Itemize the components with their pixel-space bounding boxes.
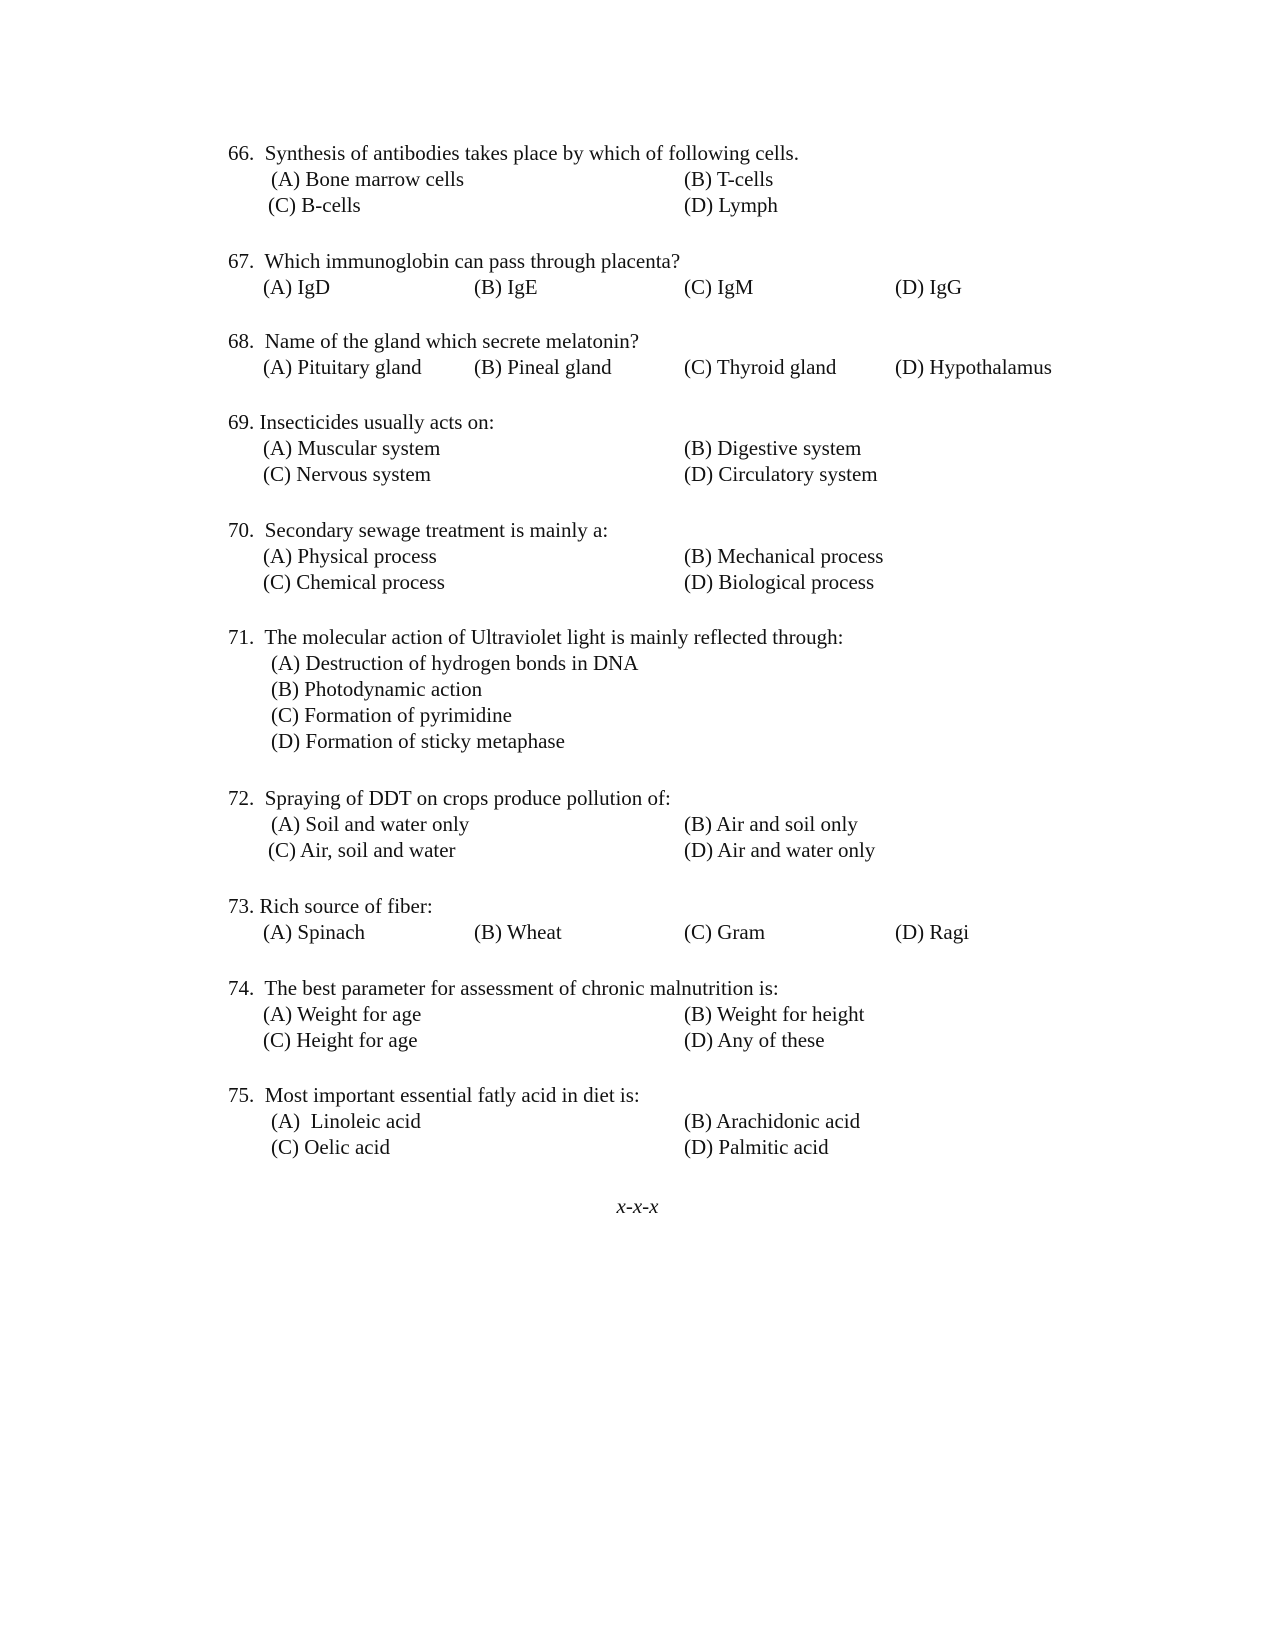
option-d: (D) Formation of sticky metaphase	[271, 729, 565, 753]
question-stem: 74. The best parameter for assessment of chronic malnutrition is:	[228, 976, 779, 1000]
option-c: (C) Oelic acid	[271, 1135, 390, 1159]
question-stem: 71. The molecular action of Ultraviolet light is mainly reflected through:	[228, 625, 844, 649]
option-d: (D) Lymph	[684, 193, 778, 217]
question-stem: 68. Name of the gland which secrete melatonin?	[228, 329, 640, 353]
question-stem: 70. Secondary sewage treatment is mainly a:	[228, 518, 609, 542]
option-a: (A) Linoleic acid	[271, 1109, 421, 1133]
option-a: (A) Soil and water only	[271, 812, 470, 836]
option-b: (B) Arachidonic acid	[684, 1109, 861, 1133]
option-a: (A) Weight for age	[263, 1002, 422, 1026]
option-a: (A) Bone marrow cells	[271, 167, 465, 191]
option-c: (C) Nervous system	[263, 462, 431, 486]
option-c: (C) Height for age	[263, 1028, 418, 1052]
option-d: (D) Hypothalamus	[895, 355, 1052, 379]
option-a: (A) Spinach	[263, 920, 366, 944]
end-marker: x-x-x	[616, 1194, 659, 1218]
option-a: (A) IgD	[263, 275, 331, 299]
option-b: (B) Digestive system	[684, 436, 862, 460]
question-stem: 73. Rich source of fiber:	[228, 894, 433, 918]
option-d: (D) IgG	[895, 275, 963, 299]
option-d: (D) Biological process	[684, 570, 875, 594]
option-b: (B) Pineal gland	[474, 355, 612, 379]
option-d: (D) Any of these	[684, 1028, 825, 1052]
option-d: (D) Air and water only	[684, 838, 876, 862]
option-b: (B) Photodynamic action	[271, 677, 483, 701]
option-c: (C) Air, soil and water	[268, 838, 456, 862]
option-b: (B) IgE	[474, 275, 538, 299]
option-c: (C) Gram	[684, 920, 766, 944]
option-a: (A) Physical process	[263, 544, 437, 568]
option-d: (D) Circulatory system	[684, 462, 878, 486]
option-c: (C) Chemical process	[263, 570, 445, 594]
option-b: (B) T-cells	[684, 167, 774, 191]
option-a: (A) Muscular system	[263, 436, 441, 460]
option-b: (B) Wheat	[474, 920, 562, 944]
option-b: (B) Mechanical process	[684, 544, 884, 568]
question-stem: 72. Spraying of DDT on crops produce pollution of:	[228, 786, 671, 810]
option-c: (C) B-cells	[268, 193, 361, 217]
option-a: (A) Pituitary gland	[263, 355, 422, 379]
option-b: (B) Air and soil only	[684, 812, 858, 836]
question-stem: 67. Which immunoglobin can pass through placenta?	[228, 249, 681, 273]
option-c: (C) Formation of pyrimidine	[271, 703, 512, 727]
option-b: (B) Weight for height	[684, 1002, 865, 1026]
option-a: (A) Destruction of hydrogen bonds in DNA	[271, 651, 639, 675]
option-c: (C) Thyroid gland	[684, 355, 837, 379]
option-d: (D) Palmitic acid	[684, 1135, 829, 1159]
question-stem: 66. Synthesis of antibodies takes place by which of following cells.	[228, 141, 799, 165]
question-stem: 75. Most important essential fatly acid in diet is:	[228, 1083, 640, 1107]
question-stem: 69. Insecticides usually acts on:	[228, 410, 495, 434]
option-d: (D) Ragi	[895, 920, 970, 944]
option-c: (C) IgM	[684, 275, 754, 299]
